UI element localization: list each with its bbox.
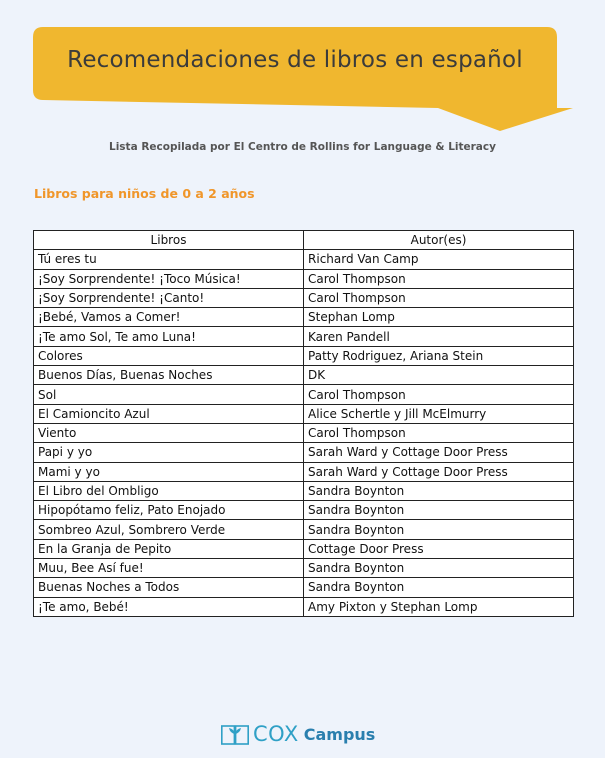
table-row bbox=[34, 520, 574, 539]
book-author: Stephan Lomp bbox=[304, 308, 574, 327]
book-title: Colores bbox=[34, 346, 304, 365]
book-author: Sandra Boynton bbox=[304, 520, 574, 539]
section-heading: Libros para niños de 0 a 2 años bbox=[34, 186, 255, 201]
book-title: Tú eres tu bbox=[34, 250, 304, 269]
book-title: Hipopótamo feliz, Pato Enojado bbox=[34, 501, 304, 520]
book-title: Muu, Bee Así fue! bbox=[34, 559, 304, 578]
book-title: Papi y yo bbox=[34, 443, 304, 462]
book-title: ¡Te amo Sol, Te amo Luna! bbox=[34, 327, 304, 346]
table-row bbox=[34, 385, 574, 404]
book-title: Buenos Días, Buenas Noches bbox=[34, 366, 304, 385]
table-row bbox=[34, 597, 574, 616]
book-title: ¡Soy Sorprendente! ¡Toco Música! bbox=[34, 269, 304, 288]
book-title: El Camioncito Azul bbox=[34, 404, 304, 423]
page-subtitle: Lista Recopilada por El Centro de Rollins for Language & Literacy bbox=[109, 141, 496, 153]
book-table bbox=[33, 230, 574, 617]
table-row bbox=[34, 501, 574, 520]
book-author: Sarah Ward y Cottage Door Press bbox=[304, 443, 574, 462]
table-row bbox=[34, 366, 574, 385]
open-book-plant-icon bbox=[221, 722, 249, 746]
book-title: En la Granja de Pepito bbox=[34, 539, 304, 558]
table-row bbox=[34, 578, 574, 597]
book-author: Richard Van Camp bbox=[304, 250, 574, 269]
book-title: El Libro del Ombligo bbox=[34, 481, 304, 500]
book-author: DK bbox=[304, 366, 574, 385]
table-header-row bbox=[34, 231, 574, 250]
book-author: Carol Thompson bbox=[304, 423, 574, 442]
book-author: Carol Thompson bbox=[304, 288, 574, 307]
table-row bbox=[34, 250, 574, 269]
table-row bbox=[34, 308, 574, 327]
book-title: Viento bbox=[34, 423, 304, 442]
book-author: Carol Thompson bbox=[304, 385, 574, 404]
book-author: Sandra Boynton bbox=[304, 559, 574, 578]
book-title: Mami y yo bbox=[34, 462, 304, 481]
book-author: Karen Pandell bbox=[304, 327, 574, 346]
table-row bbox=[34, 327, 574, 346]
book-author: Sandra Boynton bbox=[304, 481, 574, 500]
cox-campus-logo[interactable] bbox=[221, 721, 375, 747]
book-author: Alice Schertle y Jill McElmurry bbox=[304, 404, 574, 423]
book-title: Sombreo Azul, Sombrero Verde bbox=[34, 520, 304, 539]
logo-suffix: Campus bbox=[303, 724, 376, 744]
table-row bbox=[34, 404, 574, 423]
book-title: Buenas Noches a Todos bbox=[34, 578, 304, 597]
book-author: Carol Thompson bbox=[304, 269, 574, 288]
table-row bbox=[34, 346, 574, 365]
page-title: Recomendaciones de libros en español bbox=[67, 47, 523, 73]
column-header-authors: Autor(es) bbox=[304, 231, 574, 250]
table-row bbox=[34, 559, 574, 578]
table-row bbox=[34, 423, 574, 442]
book-author: Amy Pixton y Stephan Lomp bbox=[304, 597, 574, 616]
book-author: Cottage Door Press bbox=[304, 539, 574, 558]
book-title: Sol bbox=[34, 385, 304, 404]
logo-word: COX bbox=[253, 722, 299, 746]
table-row bbox=[34, 539, 574, 558]
table-row bbox=[34, 269, 574, 288]
book-title: ¡Te amo, Bebé! bbox=[34, 597, 304, 616]
book-author: Sandra Boynton bbox=[304, 578, 574, 597]
book-author: Sarah Ward y Cottage Door Press bbox=[304, 462, 574, 481]
book-title: ¡Soy Sorprendente! ¡Canto! bbox=[34, 288, 304, 307]
table-row bbox=[34, 462, 574, 481]
table-row bbox=[34, 443, 574, 462]
column-header-books: Libros bbox=[34, 231, 304, 250]
book-title: ¡Bebé, Vamos a Comer! bbox=[34, 308, 304, 327]
table-row bbox=[34, 288, 574, 307]
table-body bbox=[34, 250, 574, 617]
book-author: Sandra Boynton bbox=[304, 501, 574, 520]
book-author: Patty Rodriguez, Ariana Stein bbox=[304, 346, 574, 365]
table-row bbox=[34, 481, 574, 500]
